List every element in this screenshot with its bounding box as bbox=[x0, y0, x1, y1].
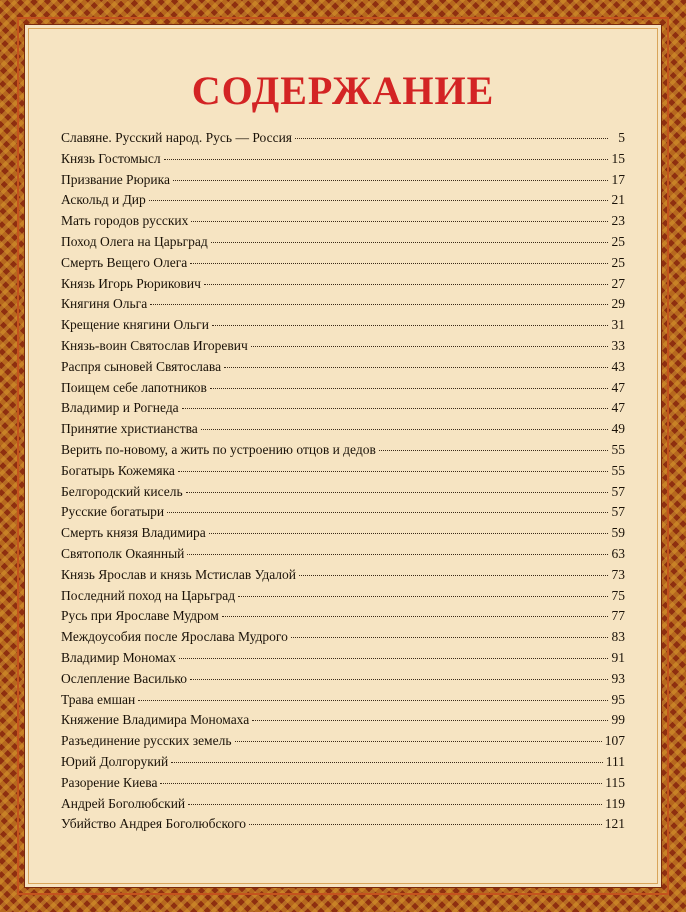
toc-entry[interactable] bbox=[61, 463, 625, 484]
toc-entry-page-number: 57 bbox=[611, 483, 625, 499]
toc-entry-page-number: 55 bbox=[611, 462, 625, 478]
toc-entry-title: Убийство Андрея Боголюбского bbox=[61, 816, 247, 832]
toc-entry-title: Князь-воин Святослав Игоревич bbox=[61, 337, 248, 353]
toc-entry[interactable] bbox=[61, 546, 625, 567]
toc-entry-title: Поищем себе лапотников bbox=[61, 379, 207, 395]
dot-leader bbox=[238, 596, 608, 597]
dot-leader bbox=[186, 492, 608, 493]
dot-leader bbox=[210, 388, 608, 389]
dot-leader bbox=[138, 700, 608, 701]
dot-leader bbox=[235, 741, 602, 742]
toc-entry-page-number: 47 bbox=[611, 400, 625, 416]
toc-entry-page-number: 99 bbox=[611, 712, 625, 728]
dot-leader bbox=[182, 408, 608, 409]
dot-leader bbox=[167, 512, 608, 513]
toc-entry[interactable] bbox=[61, 213, 625, 234]
toc-entry[interactable] bbox=[61, 525, 625, 546]
toc-entry-title: Последний поход на Царьград bbox=[61, 587, 236, 603]
toc-entry-page-number: 29 bbox=[611, 296, 625, 312]
toc-entry[interactable] bbox=[61, 338, 625, 359]
toc-entry-page-number: 49 bbox=[611, 421, 625, 437]
dot-leader bbox=[252, 720, 608, 721]
toc-entry[interactable] bbox=[61, 151, 625, 172]
dot-leader bbox=[251, 346, 608, 347]
toc-entry-page-number: 25 bbox=[611, 254, 625, 270]
toc-entry[interactable] bbox=[61, 671, 625, 692]
dot-leader bbox=[209, 533, 608, 534]
toc-entry-page-number: 83 bbox=[611, 629, 625, 645]
toc-entry[interactable] bbox=[61, 192, 625, 213]
toc-entry[interactable] bbox=[61, 775, 625, 796]
toc-entry[interactable] bbox=[61, 234, 625, 255]
dot-leader bbox=[149, 200, 608, 201]
dot-leader bbox=[191, 221, 608, 222]
toc-entry-title: Верить по-новому, а жить по устроению отцов и дедов bbox=[61, 441, 376, 457]
toc-entry-title: Призвание Рюрика bbox=[61, 171, 170, 187]
toc-entry[interactable] bbox=[61, 130, 625, 151]
dot-leader bbox=[178, 471, 608, 472]
toc-entry-page-number: 73 bbox=[611, 566, 625, 582]
toc-entry-title: Княгиня Ольга bbox=[61, 296, 148, 312]
toc-entry-page-number: 59 bbox=[611, 525, 625, 541]
toc-entry-page-number: 33 bbox=[611, 337, 625, 353]
toc-entry-page-number: 25 bbox=[611, 233, 625, 249]
toc-entry-title: Князь Ярослав и князь Мстислав Удалой bbox=[61, 566, 297, 582]
toc-entry[interactable] bbox=[61, 484, 625, 505]
toc-entry-title: Трава емшан bbox=[61, 691, 136, 707]
dot-leader bbox=[249, 824, 602, 825]
page-title: СОДЕРЖАНИЕ bbox=[191, 68, 495, 113]
toc-entry-page-number: 91 bbox=[611, 649, 625, 665]
toc-entry-page-number: 119 bbox=[605, 795, 625, 811]
toc-entry[interactable] bbox=[61, 172, 625, 193]
toc-entry-title: Крещение княгини Ольги bbox=[61, 317, 209, 333]
dot-leader bbox=[204, 284, 608, 285]
toc-entry-title: Принятие христианства bbox=[61, 421, 198, 437]
toc-entry[interactable] bbox=[61, 255, 625, 276]
toc-entry-title: Разорение Киева bbox=[61, 774, 158, 790]
dot-leader bbox=[190, 263, 608, 264]
dot-leader bbox=[164, 159, 608, 160]
toc-entry[interactable] bbox=[61, 504, 625, 525]
toc-entry-title: Славяне. Русский народ. Русь — Россия bbox=[61, 130, 293, 145]
content-panel bbox=[24, 24, 662, 888]
toc-entry[interactable] bbox=[61, 296, 625, 317]
toc-entry-title: Междоусобия после Ярослава Мудрого bbox=[61, 629, 288, 645]
toc-entry[interactable] bbox=[61, 650, 625, 671]
toc-entry[interactable] bbox=[61, 608, 625, 629]
toc-entry-page-number: 77 bbox=[611, 608, 625, 624]
dot-leader bbox=[160, 783, 602, 784]
toc-entry-page-number: 15 bbox=[611, 150, 625, 166]
toc-entry[interactable] bbox=[61, 421, 625, 442]
toc-entry-page-number: 55 bbox=[611, 441, 625, 457]
dot-leader bbox=[224, 367, 608, 368]
toc-entry-title: Поход Олега на Царьград bbox=[61, 233, 208, 249]
toc-entry[interactable] bbox=[61, 317, 625, 338]
dot-leader bbox=[173, 180, 608, 181]
dot-leader bbox=[171, 762, 603, 763]
toc-entry-page-number: 111 bbox=[605, 753, 625, 769]
toc-entry-title: Белгородский кисель bbox=[61, 483, 183, 499]
toc-entry[interactable] bbox=[61, 629, 625, 650]
toc-entry-page-number: 57 bbox=[611, 504, 625, 520]
toc-entry-title: Аскольд и Дир bbox=[61, 192, 146, 208]
toc-entry-title: Разъединение русских земель bbox=[61, 733, 232, 749]
toc-entry[interactable] bbox=[61, 588, 625, 609]
toc-entry-page-number: 93 bbox=[611, 670, 625, 686]
toc-entry-title: Мать городов русских bbox=[61, 213, 189, 229]
toc-entry-page-number: 95 bbox=[611, 691, 625, 707]
toc-entry[interactable] bbox=[61, 754, 625, 775]
toc-entry[interactable] bbox=[61, 733, 625, 754]
toc-entry[interactable] bbox=[61, 276, 625, 297]
toc-entry-page-number: 17 bbox=[611, 171, 625, 187]
toc-entry-page-number: 107 bbox=[604, 733, 625, 749]
toc-entry-title: Князь Гостомысл bbox=[61, 150, 161, 166]
toc-entry-title: Русь при Ярославе Мудром bbox=[61, 608, 219, 624]
dot-leader bbox=[190, 679, 608, 680]
toc-entry[interactable] bbox=[61, 400, 625, 421]
dot-leader bbox=[299, 575, 608, 576]
toc-entry-title: Андрей Боголюбский bbox=[61, 795, 186, 811]
toc-entry-page-number: 43 bbox=[611, 358, 625, 374]
toc-entry-page-number: 63 bbox=[611, 545, 625, 561]
toc-entry[interactable] bbox=[61, 567, 625, 588]
toc-entry-page-number: 31 bbox=[611, 317, 625, 333]
dot-leader bbox=[222, 616, 608, 617]
dot-leader bbox=[211, 242, 608, 243]
dot-leader bbox=[179, 658, 608, 659]
dot-leader bbox=[187, 554, 608, 555]
dot-leader bbox=[201, 429, 608, 430]
toc-entry[interactable] bbox=[61, 796, 625, 817]
toc-entry[interactable] bbox=[61, 380, 625, 401]
toc-entry[interactable] bbox=[61, 692, 625, 713]
dot-leader bbox=[212, 325, 608, 326]
toc-entry-page-number: 5 bbox=[618, 130, 625, 145]
dot-leader bbox=[188, 804, 602, 805]
toc-entry[interactable] bbox=[61, 442, 625, 463]
toc-entry-title: Княжение Владимира Мономаха bbox=[61, 712, 250, 728]
toc-entry-title: Распря сыновей Святослава bbox=[61, 358, 222, 374]
toc-entry[interactable] bbox=[61, 712, 625, 733]
toc-entry-title: Святополк Окаянный bbox=[61, 545, 185, 561]
toc-entry-page-number: 75 bbox=[611, 587, 625, 603]
toc-entry-title: Богатырь Кожемяка bbox=[61, 462, 175, 478]
dot-leader bbox=[150, 304, 608, 305]
toc-entry-page-number: 47 bbox=[611, 379, 625, 395]
table-of-contents bbox=[61, 130, 625, 837]
toc-entry[interactable] bbox=[61, 816, 625, 837]
toc-entry-title: Владимир Мономах bbox=[61, 649, 177, 665]
toc-entry-page-number: 27 bbox=[611, 275, 625, 291]
toc-entry-title: Князь Игорь Рюрикович bbox=[61, 275, 201, 291]
toc-entry-title: Смерть Вещего Олега bbox=[61, 254, 188, 270]
toc-entry-page-number: 23 bbox=[611, 213, 625, 229]
toc-entry-page-number: 115 bbox=[605, 774, 625, 790]
toc-entry-title: Ослепление Василько bbox=[61, 670, 187, 686]
dot-leader bbox=[295, 138, 608, 139]
toc-entry-title: Владимир и Рогнеда bbox=[61, 400, 179, 416]
dot-leader bbox=[291, 637, 608, 638]
toc-entry-title: Юрий Долгорукий bbox=[61, 753, 169, 769]
dot-leader bbox=[379, 450, 608, 451]
toc-entry-page-number: 121 bbox=[604, 816, 625, 832]
toc-entry-page-number: 21 bbox=[611, 192, 625, 208]
toc-entry-title: Русские богатыри bbox=[61, 504, 165, 520]
toc-entry-title: Смерть князя Владимира bbox=[61, 525, 206, 541]
toc-entry[interactable] bbox=[61, 359, 625, 380]
